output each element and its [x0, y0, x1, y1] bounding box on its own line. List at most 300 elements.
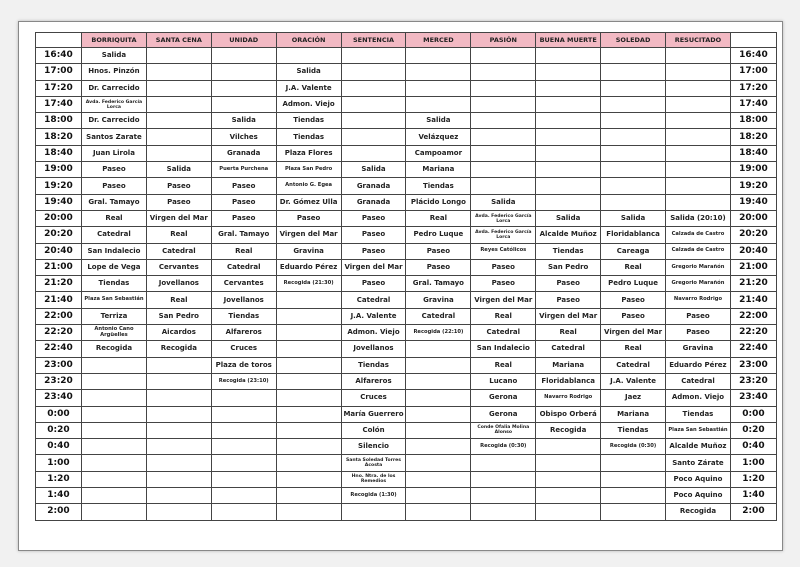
schedule-cell [536, 64, 601, 80]
column-header-oración: ORACIÓN [276, 33, 341, 48]
time-cell-right: 22:20 [730, 325, 776, 341]
schedule-cell: Dr. Gómez Ulla [276, 194, 341, 210]
time-cell-right: 0:40 [730, 439, 776, 455]
table-row [36, 357, 777, 373]
time-cell: 17:00 [36, 64, 82, 80]
schedule-cell [666, 178, 731, 194]
schedule-cell [276, 422, 341, 438]
schedule-cell: Gral. Tamayo [82, 194, 147, 210]
schedule-cell: Lope de Vega [82, 259, 147, 275]
time-cell-right: 1:20 [730, 471, 776, 487]
schedule-cell [666, 129, 731, 145]
schedule-cell [146, 96, 211, 112]
schedule-cell [406, 455, 471, 471]
schedule-cell [406, 64, 471, 80]
table-row [36, 227, 777, 243]
schedule-cell: Conde Ofalia Molina Alonso [471, 422, 536, 438]
schedule-cell: Santa Soledad Torres Acosta [341, 455, 406, 471]
schedule-cell [211, 439, 276, 455]
schedule-cell [601, 64, 666, 80]
schedule-cell: Catedral [82, 227, 147, 243]
table-row [36, 292, 777, 308]
schedule-cell: Paseo [276, 210, 341, 226]
schedule-cell [276, 488, 341, 504]
schedule-cell [146, 145, 211, 161]
schedule-cell [82, 455, 147, 471]
schedule-cell: Tiendas [276, 129, 341, 145]
schedule-cell [471, 504, 536, 520]
schedule-cell [471, 48, 536, 64]
time-cell-right: 20:20 [730, 227, 776, 243]
schedule-cell: Paseo [536, 276, 601, 292]
schedule-cell [471, 455, 536, 471]
schedule-cell [601, 96, 666, 112]
schedule-cell: Paseo [211, 194, 276, 210]
schedule-cell [341, 64, 406, 80]
schedule-cell [211, 422, 276, 438]
schedule-cell: Tiendas [211, 308, 276, 324]
schedule-cell: Real [601, 259, 666, 275]
time-cell-right: 19:40 [730, 194, 776, 210]
time-cell: 22:40 [36, 341, 82, 357]
schedule-cell: Recogida (23:10) [211, 373, 276, 389]
schedule-cell: Paseo [341, 227, 406, 243]
time-column-header [36, 33, 82, 48]
schedule-cell [406, 471, 471, 487]
time-cell-right: 16:40 [730, 48, 776, 64]
schedule-cell: Recogida (22:10) [406, 325, 471, 341]
schedule-cell: Salida (20:10) [666, 210, 731, 226]
time-cell-right: 20:00 [730, 210, 776, 226]
schedule-cell [146, 129, 211, 145]
schedule-cell [146, 390, 211, 406]
schedule-cell: Recogida [666, 504, 731, 520]
schedule-cell [666, 194, 731, 210]
time-cell: 22:00 [36, 308, 82, 324]
schedule-cell: Paseo [82, 162, 147, 178]
time-cell: 16:40 [36, 48, 82, 64]
schedule-cell: Catedral [341, 292, 406, 308]
time-cell-right: 0:20 [730, 422, 776, 438]
schedule-cell [146, 80, 211, 96]
schedule-cell: Recogida [82, 341, 147, 357]
time-cell: 1:20 [36, 471, 82, 487]
time-cell-right: 23:40 [730, 390, 776, 406]
schedule-cell [82, 390, 147, 406]
schedule-cell: Salida [276, 64, 341, 80]
schedule-cell [406, 390, 471, 406]
schedule-cell: Antonio G. Egea [276, 178, 341, 194]
schedule-cell: Tiendas [406, 178, 471, 194]
schedule-cell: Paseo [341, 276, 406, 292]
schedule-cell [666, 145, 731, 161]
schedule-cell [211, 471, 276, 487]
table-row [36, 488, 777, 504]
time-cell: 17:40 [36, 96, 82, 112]
time-cell-right: 17:20 [730, 80, 776, 96]
time-cell-right: 1:00 [730, 455, 776, 471]
schedule-cell [666, 162, 731, 178]
schedule-cell: Juan Lirola [82, 145, 147, 161]
schedule-cell [666, 64, 731, 80]
schedule-cell: Admon. Viejo [341, 325, 406, 341]
schedule-cell [666, 113, 731, 129]
time-cell-right: 0:00 [730, 406, 776, 422]
schedule-cell: Gravina [666, 341, 731, 357]
schedule-cell [82, 406, 147, 422]
schedule-cell: Paseo [146, 178, 211, 194]
schedule-cell: Real [211, 243, 276, 259]
schedule-cell [341, 145, 406, 161]
schedule-cell: Recogida (0:30) [601, 439, 666, 455]
schedule-cell [666, 80, 731, 96]
schedule-cell [211, 80, 276, 96]
schedule-cell: Catedral [471, 325, 536, 341]
table-row [36, 455, 777, 471]
time-cell: 18:20 [36, 129, 82, 145]
schedule-cell [406, 504, 471, 520]
schedule-cell [406, 341, 471, 357]
time-cell-right: 18:40 [730, 145, 776, 161]
time-cell: 19:40 [36, 194, 82, 210]
schedule-cell [536, 471, 601, 487]
schedule-cell: Salida [341, 162, 406, 178]
schedule-cell: Salida [406, 113, 471, 129]
schedule-cell [276, 390, 341, 406]
schedule-cell: Virgen del Mar [146, 210, 211, 226]
schedule-cell: Cervantes [211, 276, 276, 292]
column-header-unidad: UNIDAD [211, 33, 276, 48]
time-cell-right: 18:00 [730, 113, 776, 129]
schedule-cell: Paseo [666, 308, 731, 324]
table-row [36, 325, 777, 341]
time-cell: 21:00 [36, 259, 82, 275]
schedule-cell: Pedro Luque [601, 276, 666, 292]
time-cell: 2:00 [36, 504, 82, 520]
schedule-cell [536, 194, 601, 210]
schedule-cell [406, 422, 471, 438]
schedule-cell: Catedral [601, 357, 666, 373]
schedule-cell [601, 113, 666, 129]
schedule-cell: Granada [211, 145, 276, 161]
schedule-cell: Gravina [406, 292, 471, 308]
schedule-cell: Real [406, 210, 471, 226]
column-header-borriquita: BORRIQUITA [82, 33, 147, 48]
schedule-cell [406, 373, 471, 389]
schedule-cell: Floridablanca [536, 373, 601, 389]
schedule-cell [406, 488, 471, 504]
schedule-cell: Obispo Orberá [536, 406, 601, 422]
schedule-cell: J.A. Valente [276, 80, 341, 96]
table-row [36, 390, 777, 406]
schedule-cell [536, 96, 601, 112]
schedule-cell: Real [601, 341, 666, 357]
schedule-cell: Tiendas [341, 357, 406, 373]
schedule-cell: Navarro Rodrigo [536, 390, 601, 406]
schedule-cell: Plácido Longo [406, 194, 471, 210]
schedule-cell [146, 439, 211, 455]
schedule-cell [276, 455, 341, 471]
schedule-cell: Mariana [406, 162, 471, 178]
schedule-table [35, 32, 777, 521]
time-cell-right: 2:00 [730, 504, 776, 520]
schedule-cell: Virgen del Mar [471, 292, 536, 308]
schedule-cell [211, 390, 276, 406]
schedule-cell [536, 455, 601, 471]
schedule-cell: Recogida [146, 341, 211, 357]
schedule-cell: Paseo [666, 325, 731, 341]
schedule-cell: Salida [82, 48, 147, 64]
table-row [36, 210, 777, 226]
schedule-cell: Gerona [471, 390, 536, 406]
schedule-cell: Tiendas [276, 113, 341, 129]
schedule-cell [536, 129, 601, 145]
schedule-cell: Plaza Flores [276, 145, 341, 161]
schedule-cell [341, 129, 406, 145]
schedule-cell: Campoamor [406, 145, 471, 161]
schedule-cell: Recogida (1:30) [341, 488, 406, 504]
time-cell-right: 23:00 [730, 357, 776, 373]
schedule-cell [536, 80, 601, 96]
time-cell: 20:00 [36, 210, 82, 226]
schedule-cell [146, 488, 211, 504]
schedule-cell [536, 162, 601, 178]
schedule-cell: Avda. Federico García Lorca [471, 210, 536, 226]
schedule-cell: Catedral [146, 243, 211, 259]
schedule-cell: Plaza San Sebastián [666, 422, 731, 438]
schedule-cell [341, 96, 406, 112]
schedule-cell [536, 48, 601, 64]
schedule-cell: Jovellanos [341, 341, 406, 357]
schedule-cell: Dr. Carrecido [82, 80, 147, 96]
schedule-cell: Recogida [536, 422, 601, 438]
schedule-cell: Salida [536, 210, 601, 226]
table-row [36, 471, 777, 487]
schedule-cell [276, 357, 341, 373]
schedule-cell [471, 162, 536, 178]
schedule-cell: Cruces [341, 390, 406, 406]
time-cell-right: 20:40 [730, 243, 776, 259]
schedule-cell [341, 113, 406, 129]
time-cell: 23:40 [36, 390, 82, 406]
schedule-cell: Paseo [406, 243, 471, 259]
schedule-cell: Floridablanca [601, 227, 666, 243]
schedule-cell: Real [146, 227, 211, 243]
schedule-cell: Paseo [341, 210, 406, 226]
time-cell-right: 21:00 [730, 259, 776, 275]
schedule-cell: Granada [341, 178, 406, 194]
table-row [36, 422, 777, 438]
schedule-cell: Mariana [536, 357, 601, 373]
table-row [36, 178, 777, 194]
schedule-cell: Careaga [601, 243, 666, 259]
schedule-cell [146, 504, 211, 520]
schedule-cell: Catedral [666, 373, 731, 389]
schedule-cell: Mariana [601, 406, 666, 422]
schedule-cell [276, 341, 341, 357]
time-cell: 17:20 [36, 80, 82, 96]
schedule-cell: Avda. Federico García Lorca [82, 96, 147, 112]
schedule-cell: Jovellanos [146, 276, 211, 292]
schedule-cell [276, 325, 341, 341]
schedule-cell [341, 504, 406, 520]
schedule-cell: Calzada de Castro [666, 243, 731, 259]
schedule-cell [471, 64, 536, 80]
column-header-santa-cena: SANTA CENA [146, 33, 211, 48]
time-cell: 23:00 [36, 357, 82, 373]
schedule-cell: Gregorio Marañón [666, 276, 731, 292]
schedule-cell: Recogida (0:30) [471, 439, 536, 455]
schedule-cell: Alfareros [211, 325, 276, 341]
time-cell: 18:00 [36, 113, 82, 129]
column-header-resucitado: RESUCITADO [666, 33, 731, 48]
schedule-cell: Admon. Viejo [276, 96, 341, 112]
schedule-cell: Paseo [536, 292, 601, 308]
schedule-cell [276, 48, 341, 64]
schedule-cell: Gregorio Marañón [666, 259, 731, 275]
schedule-cell: Jovellanos [211, 292, 276, 308]
schedule-cell [146, 422, 211, 438]
time-cell: 1:00 [36, 455, 82, 471]
table-row [36, 341, 777, 357]
schedule-cell: Lucano [471, 373, 536, 389]
header-row [36, 33, 777, 48]
schedule-cell: Paseo [601, 308, 666, 324]
schedule-cell [601, 488, 666, 504]
schedule-cell: Silencio [341, 439, 406, 455]
schedule-cell [276, 471, 341, 487]
time-column-header-right [730, 33, 776, 48]
schedule-cell [82, 422, 147, 438]
schedule-cell [536, 488, 601, 504]
schedule-cell [146, 373, 211, 389]
schedule-cell [276, 292, 341, 308]
schedule-cell [601, 178, 666, 194]
schedule-cell [276, 373, 341, 389]
schedule-cell [601, 80, 666, 96]
schedule-cell: Terriza [82, 308, 147, 324]
schedule-cell: San Indalecio [82, 243, 147, 259]
schedule-cell [276, 406, 341, 422]
schedule-cell: Alfareros [341, 373, 406, 389]
table-row [36, 373, 777, 389]
schedule-cell [146, 471, 211, 487]
schedule-cell [666, 96, 731, 112]
time-cell: 0:40 [36, 439, 82, 455]
schedule-cell: Real [471, 357, 536, 373]
column-header-pasión: PASIÓN [471, 33, 536, 48]
schedule-cell: Paseo [341, 243, 406, 259]
schedule-cell [146, 64, 211, 80]
time-cell-right: 19:20 [730, 178, 776, 194]
schedule-cell [276, 439, 341, 455]
time-cell: 0:00 [36, 406, 82, 422]
time-cell-right: 17:40 [730, 96, 776, 112]
schedule-cell [406, 357, 471, 373]
time-cell-right: 22:00 [730, 308, 776, 324]
schedule-cell [146, 48, 211, 64]
schedule-cell [341, 48, 406, 64]
table-row [36, 48, 777, 64]
schedule-cell: Recogida (21:30) [276, 276, 341, 292]
schedule-cell [601, 145, 666, 161]
table-row [36, 96, 777, 112]
time-cell: 22:20 [36, 325, 82, 341]
schedule-cell: Salida [211, 113, 276, 129]
schedule-cell [211, 64, 276, 80]
table-row [36, 80, 777, 96]
schedule-cell: Alcalde Muñoz [666, 439, 731, 455]
schedule-sheet [18, 21, 783, 551]
schedule-cell: Poco Aquino [666, 488, 731, 504]
schedule-cell: Hno. Ntra. de los Remedios [341, 471, 406, 487]
schedule-cell [82, 357, 147, 373]
schedule-cell: Paseo [601, 292, 666, 308]
schedule-cell: Virgen del Mar [536, 308, 601, 324]
time-cell: 20:40 [36, 243, 82, 259]
time-cell: 21:40 [36, 292, 82, 308]
schedule-cell: Tiendas [82, 276, 147, 292]
schedule-cell: Real [146, 292, 211, 308]
schedule-cell: Cervantes [146, 259, 211, 275]
schedule-cell: Catedral [406, 308, 471, 324]
schedule-cell [406, 439, 471, 455]
schedule-cell: Catedral [536, 341, 601, 357]
schedule-cell: Jaez [601, 390, 666, 406]
schedule-cell: Real [82, 210, 147, 226]
schedule-cell: Tiendas [666, 406, 731, 422]
schedule-cell [471, 471, 536, 487]
schedule-cell [82, 488, 147, 504]
schedule-cell: Alcalde Muñoz [536, 227, 601, 243]
schedule-cell: Plaza San Pedro [276, 162, 341, 178]
schedule-cell [536, 113, 601, 129]
schedule-cell: Aicardos [146, 325, 211, 341]
table-row [36, 194, 777, 210]
schedule-cell: Admon. Viejo [666, 390, 731, 406]
time-cell-right: 21:40 [730, 292, 776, 308]
schedule-cell [406, 406, 471, 422]
schedule-cell: Santos Zarate [82, 129, 147, 145]
schedule-cell: Puerta Purchena [211, 162, 276, 178]
schedule-cell: Salida [601, 210, 666, 226]
table-row [36, 113, 777, 129]
schedule-cell [601, 129, 666, 145]
schedule-cell: Gral. Tamayo [211, 227, 276, 243]
schedule-cell: Paseo [82, 178, 147, 194]
schedule-cell [471, 113, 536, 129]
schedule-cell [471, 96, 536, 112]
schedule-cell [82, 504, 147, 520]
schedule-cell [536, 178, 601, 194]
schedule-cell [601, 471, 666, 487]
table-row [36, 308, 777, 324]
time-cell-right: 18:20 [730, 129, 776, 145]
time-cell-right: 23:20 [730, 373, 776, 389]
schedule-cell: Salida [471, 194, 536, 210]
schedule-cell [601, 504, 666, 520]
schedule-cell: Granada [341, 194, 406, 210]
schedule-cell [146, 455, 211, 471]
schedule-cell: J.A. Valente [341, 308, 406, 324]
schedule-cell [601, 162, 666, 178]
schedule-cell: Paseo [211, 210, 276, 226]
time-cell: 23:20 [36, 373, 82, 389]
schedule-cell: Cruces [211, 341, 276, 357]
schedule-cell: Colón [341, 422, 406, 438]
table-row [36, 145, 777, 161]
table-row [36, 439, 777, 455]
